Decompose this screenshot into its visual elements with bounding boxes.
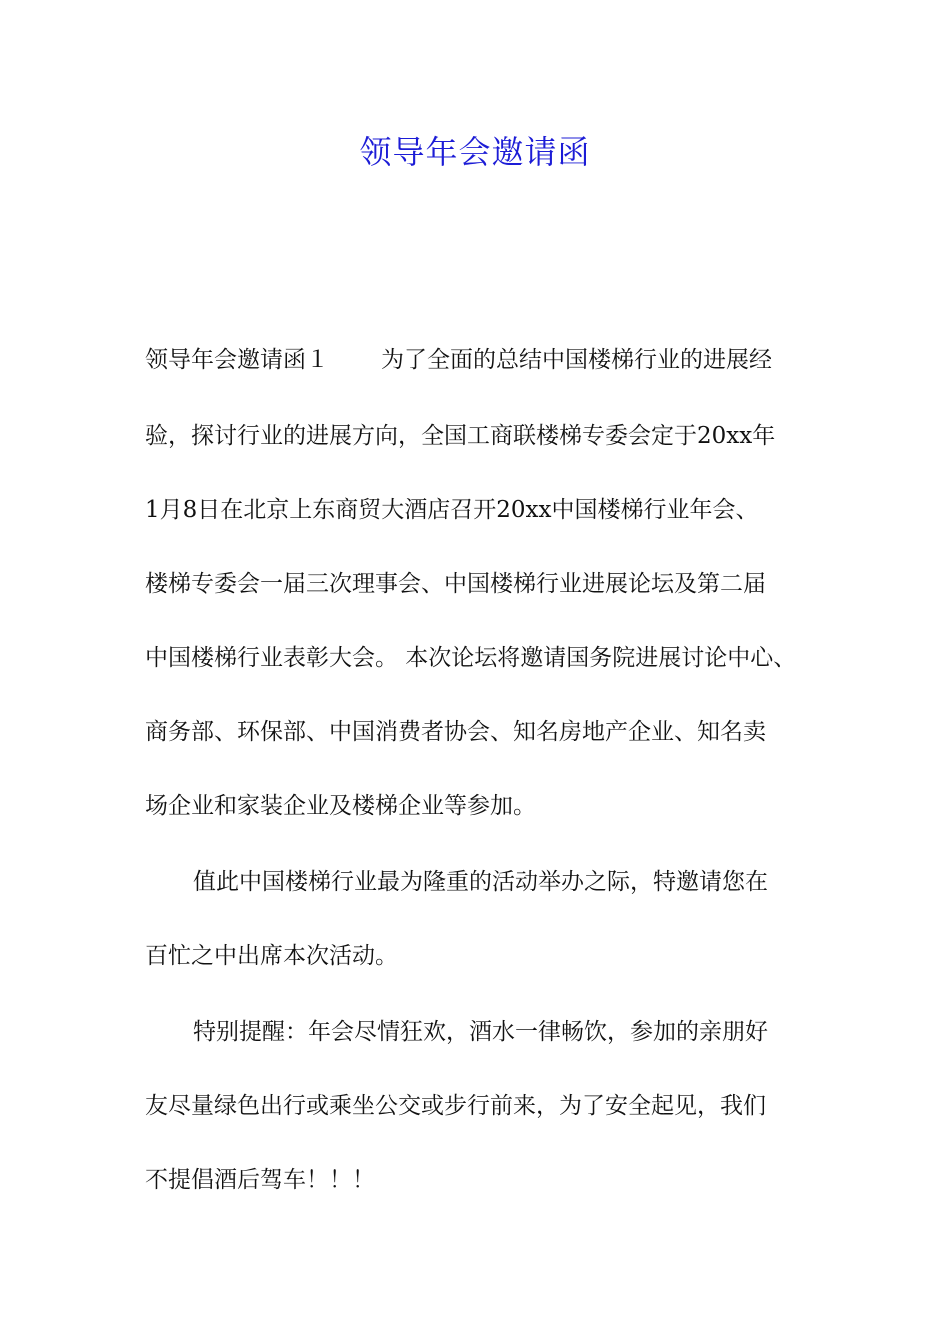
paragraph-line: 值此中国楼梯行业最为隆重的活动举办之际，特邀请您在 xyxy=(193,869,768,895)
paragraph-line: 百忙之中出席本次活动。 xyxy=(145,943,398,969)
paragraph-line: 1月8日在北京上东商贸大酒店召开20xx中国楼梯行业年会、 xyxy=(145,497,759,523)
paragraph-line: 楼梯专委会一届三次理事会、中国楼梯行业进展论坛及第二届 xyxy=(145,571,766,597)
paragraph-line: 特别提醒：年会尽情狂欢，酒水一律畅饮，参加的亲朋好 xyxy=(193,1019,768,1045)
paragraph-text: 为了全面的总结中国楼梯行业的进展经 xyxy=(381,347,772,373)
document-title: 领导年会邀请函 xyxy=(359,133,591,171)
paragraph-line: 场企业和家装企业及楼梯企业等参加。 xyxy=(145,793,536,819)
paragraph-line: 不提倡酒后驾车！！！ xyxy=(145,1167,375,1193)
paragraph-line xyxy=(145,344,835,376)
section-heading: 领导年会邀请函１ xyxy=(145,347,329,373)
paragraph-line: 中国楼梯行业表彰大会。 本次论坛将邀请国务院进展讨论中心、 xyxy=(145,645,797,671)
paragraph-line: 友尽量绿色出行或乘坐公交或步行前来，为了安全起见，我们 xyxy=(145,1093,766,1119)
paragraph-line: 验，探讨行业的进展方向，全国工商联楼梯专委会定于20xx年 xyxy=(145,423,776,449)
paragraph-line: 商务部、环保部、中国消费者协会、知名房地产企业、知名卖 xyxy=(145,719,766,745)
